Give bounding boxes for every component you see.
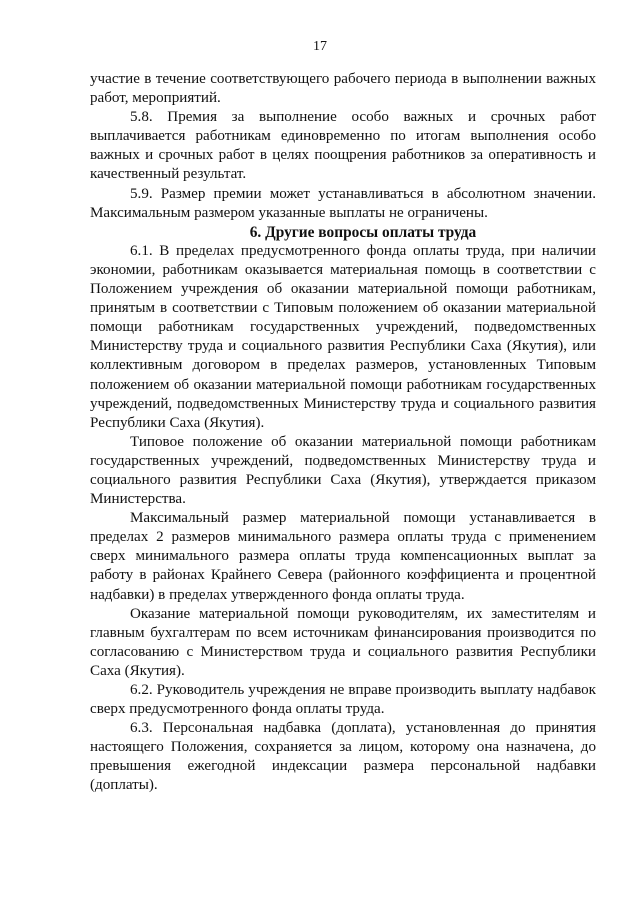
paragraph-6-2: 6.2. Руководитель учреждения не вправе производить выплату надбавок сверх предусмотренного фонда оплаты труда. [90,682,596,718]
page-number: 17 [313,39,327,54]
paragraph-typical-regulation: Типовое положение об оказании материальной помощи работникам государственных учреждений, подведомственных Министерству труда и социального развития Республики Саха (Якутия), утверждается приказом Министерства. [90,433,596,508]
paragraph-6-1: 6.1. В пределах предусмотренного фонда оплаты труда, при наличии экономии, работникам оказывается материальная помощь в соответствии с Положением учреждения об оказании материальной помощи работникам, принятым в соответствии с Типовым положением об оказании материальной помощи работникам государственных учреждений, подведомственных Министерству труда и социального развития Республики Саха (Якутия), или коллективным договором в пределах размеров, установленных Типовым положением об оказании материальной помощи работникам государственных учреждений, подведомственных Министерству труда и социального развития Республики Саха (Якутия). [90,242,596,431]
paragraph-continuation: участие в течение соответствующего рабочего периода в выполнении важных работ, мероприятий. [90,71,596,107]
paragraph-max-assistance: Максимальный размер материальной помощи устанавливается в пределах 2 размеров минимального размера оплаты труда с применением сверх минимального размера оплаты труда компенсационных выплат за работу в районах Крайнего Севера (районного коэффициента и процентной надбавки) в пределах утвержденного фонда оплаты труда. [90,510,596,603]
paragraph-6-3: 6.3. Персональная надбавка (доплата), установленная до принятия настоящего Положения, сохраняется за лицом, которому она назначена, до превышения ежегодной индексации размера персональной надбавки (доплаты). [90,720,596,794]
paragraph-5-9: 5.9. Размер премии может устанавливаться в абсолютном значении. Максимальным размером указанные выплаты не ограничены. [90,185,596,221]
paragraph-5-8: 5.8. Премия за выполнение особо важных и срочных работ выплачивается работникам единовременно по итогам выполнения особо важных и срочных работ в целях поощрения работников за оперативность и качественный результат. [90,109,596,183]
paragraph-management-assistance: Оказание материальной помощи руководителям, их заместителям и главным бухгалтерам по всем источникам финансирования производится по согласованию с Министерством труда и социального развития Республики Саха (Якутия). [90,605,596,679]
section-heading: 6. Другие вопросы оплаты труда [249,223,477,241]
document-body [90,70,596,796]
